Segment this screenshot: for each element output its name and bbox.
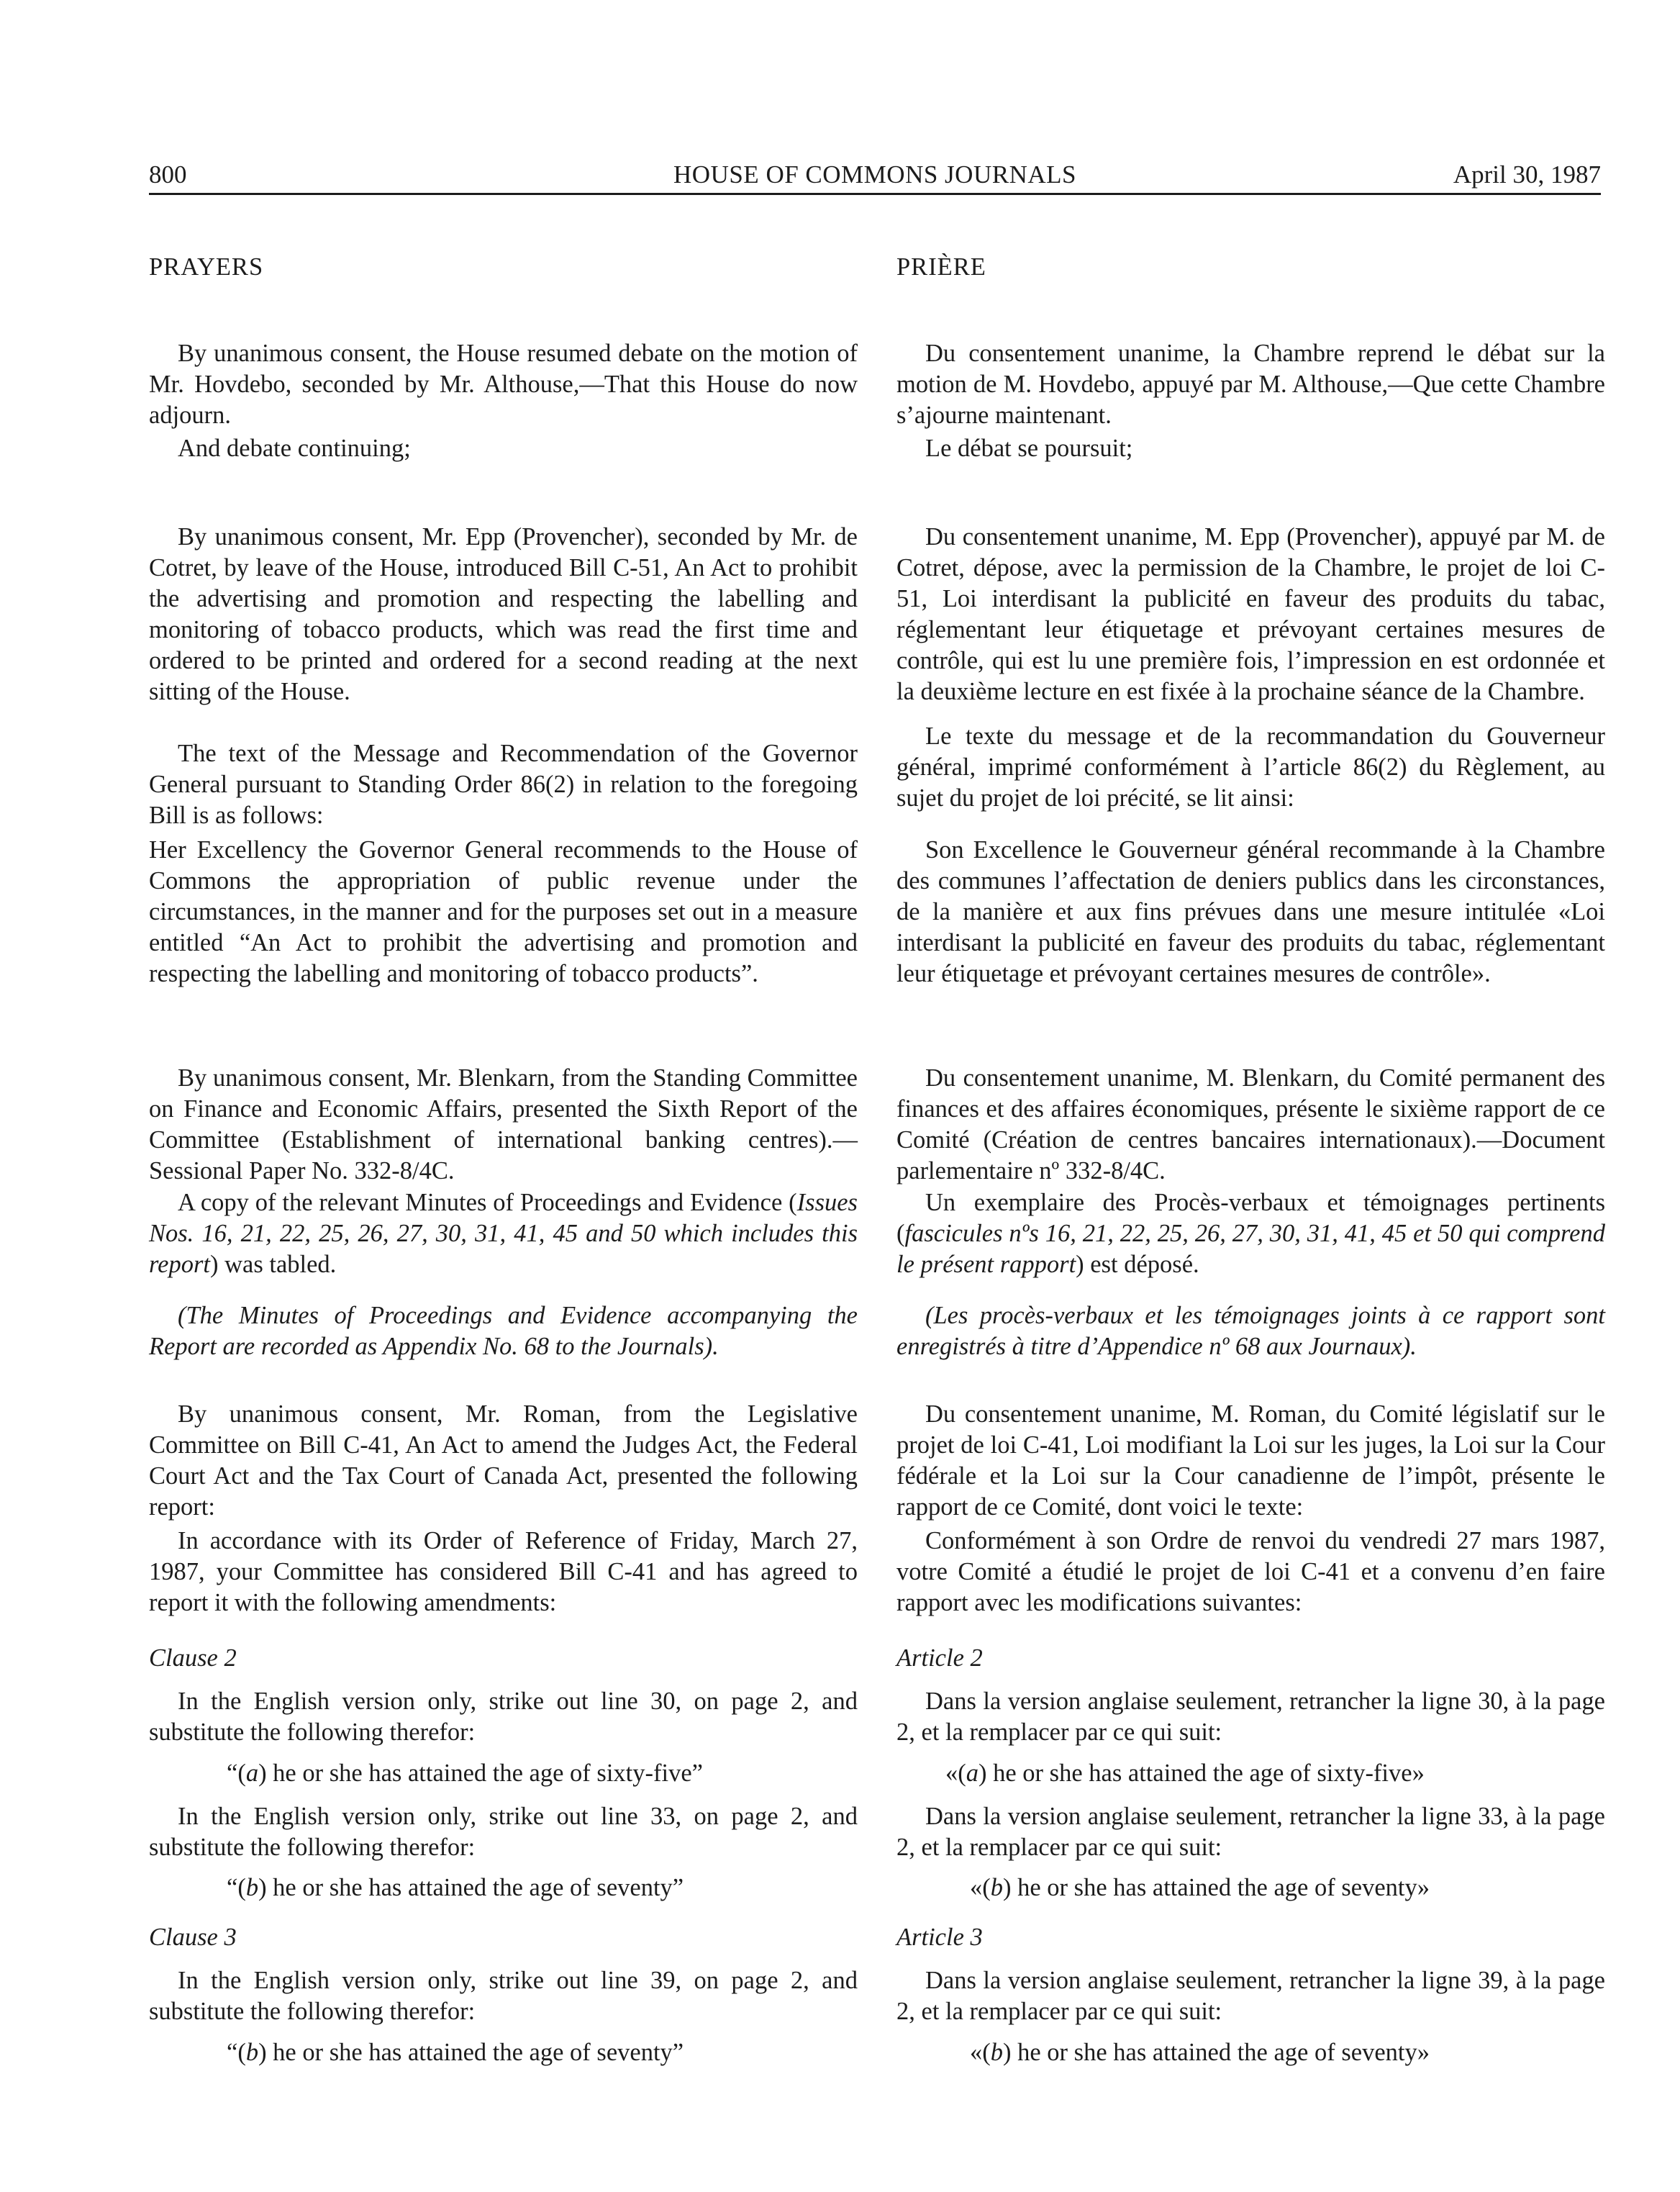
amendment-instruction: Dans la version anglaise seulement, retrancher la ligne 39, à la page 2, et la remplacer par ce qui suit: — [896, 1967, 1605, 2025]
message-intro: The text of the Message and Recommendation of the Governor General pursuant to Standing Order 86(2) in relation to the foregoing Bill is as follows: — [149, 740, 858, 829]
debate-continuing: And debate continuing; — [178, 435, 411, 462]
message-text: Son Excellence le Gouverneur général recommande à la Chambre des communes l’affectation de deniers publics dans les circonstances, de la manière et aux fins prévues dans une mesure intitulée «Loi interdisant la publicité en faveur des produits du tabac, réglementant leur étiquetage et prévoyant certaines mesures de contrôle». — [896, 836, 1605, 987]
page-number: 800 — [149, 160, 187, 189]
clause-heading: Clause 3 — [149, 1924, 237, 1951]
amendment-text: “(b) he or she has attained the age of seventy” — [227, 2039, 684, 2066]
clause-heading: Clause 2 — [149, 1644, 237, 1672]
blenkarn-paragraph: By unanimous consent, Mr. Blenkarn, from the Standing Committee on Finance and Economic Affairs, presented the Sixth Report of the Committee (Establishment of international banking centres).—Sessional Paper No. 332-8/4C. — [149, 1064, 858, 1185]
amendment-text: «(b) he or she has attained the age of seventy» — [970, 1874, 1430, 1901]
section-heading: PRIÈRE — [896, 253, 986, 281]
clause-heading: Article 2 — [896, 1644, 983, 1672]
amendment-instruction: In the English version only, strike out line 39, on page 2, and substitute the following therefor: — [149, 1967, 858, 2025]
amendment-text: “(a) he or she has attained the age of sixty-five” — [227, 1760, 703, 1787]
minutes-paragraph: A copy of the relevant Minutes of Proceedings and Evidence (Issues Nos. 16, 21, 22, 25, 26, 27, 30, 31, 41, 45 and 50 which includes this report) was tabled. — [149, 1189, 858, 1278]
page-header — [149, 157, 1601, 195]
order-reference-paragraph: Conformément à son Ordre de renvoi du vendredi 27 mars 1987, votre Comité a étudié le projet de loi C-41 et a convenu d’en faire rapport avec les modifications suivantes: — [896, 1527, 1605, 1616]
bill-c51-paragraph: Du consentement unanime, M. Epp (Provencher), appuyé par M. de Cotret, dépose, avec la permission de la Chambre, le projet de loi C-51, Loi interdisant la publicité en faveur des produits du tabac, réglementant leur étiquetage et prévoyant certaines mesures de contrôle, qui est lu une première fois, l’impression en est ordonnée et la deuxième lecture en est fixée à la prochaine séance de la Chambre. — [896, 523, 1605, 705]
amendment-text: «(b) he or she has attained the age of seventy» — [970, 2039, 1430, 2066]
amendment-instruction: In the English version only, strike out line 30, on page 2, and substitute the following therefor: — [149, 1688, 858, 1746]
minutes-paragraph: Un exemplaire des Procès-verbaux et témoignages pertinents (fascicules nºs 16, 21, 22, 25, 26, 27, 30, 31, 41, 45 et 50 qui comprend le présent rapport) est déposé. — [896, 1189, 1605, 1278]
clause-heading: Article 3 — [896, 1924, 983, 1951]
amendment-instruction: Dans la version anglaise seulement, retrancher la ligne 33, à la page 2, et la remplacer par ce qui suit: — [896, 1803, 1605, 1861]
appendix-note: (Les procès-verbaux et les témoignages joints à ce rapport sont enregistrés à titre d’Appendice nº 68 aux Journaux). — [896, 1302, 1605, 1360]
amendment-text: “(b) he or she has attained the age of seventy” — [227, 1874, 684, 1901]
debate-continuing: Le débat se poursuit; — [925, 435, 1133, 462]
section-heading: PRAYERS — [149, 253, 264, 281]
order-reference-paragraph: In accordance with its Order of Reference of Friday, March 27, 1987, your Committee has considered Bill C-41 and has agreed to report it with the following amendments: — [149, 1527, 858, 1616]
message-intro: Le texte du message et de la recommandation du Gouverneur général, imprimé conformément à l’article 86(2) du Règlement, au sujet du projet de loi précité, se lit ainsi: — [896, 723, 1605, 812]
journal-title: HOUSE OF COMMONS JOURNALS — [673, 160, 1076, 189]
debate-paragraph: Du consentement unanime, la Chambre reprend le débat sur la motion de M. Hovdebo, appuyé par M. Althouse,—Que cette Chambre s’ajourne maintenant. — [896, 340, 1605, 429]
amendment-instruction: Dans la version anglaise seulement, retrancher la ligne 30, à la page 2, et la remplacer par ce qui suit: — [896, 1688, 1605, 1746]
message-text: Her Excellency the Governor General recommends to the House of Commons the appropriation of public revenue under the circumstances, in the manner and for the purposes set out in a measure entitled “An Act to prohibit the advertising and promotion and respecting the labelling and monitoring of tobacco products”. — [149, 836, 858, 987]
appendix-note: (The Minutes of Proceedings and Evidence accompanying the Report are recorded as Appendix No. 68 to the Journals). — [149, 1302, 858, 1360]
roman-paragraph: By unanimous consent, Mr. Roman, from the Legislative Committee on Bill C-41, An Act to amend the Judges Act, the Federal Court Act and the Tax Court of Canada Act, presented the following report: — [149, 1400, 858, 1521]
blenkarn-paragraph: Du consentement unanime, M. Blenkarn, du Comité permanent des finances et des affaires économiques, présente le sixième rapport de ce Comité (Création de centres bancaires internationaux).—Document parlementaire nº 332-8/4C. — [896, 1064, 1605, 1185]
amendment-text: «(a) he or she has attained the age of sixty-five» — [945, 1760, 1425, 1787]
journal-date: April 30, 1987 — [1453, 160, 1601, 189]
bill-c51-paragraph: By unanimous consent, Mr. Epp (Provencher), seconded by Mr. de Cotret, by leave of the House, introduced Bill C-51, An Act to prohibit the advertising and promotion and respecting the labelling and monitoring of tobacco products, which was read the first time and ordered to be printed and ordered for a second reading at the next sitting of the House. — [149, 523, 858, 705]
amendment-instruction: In the English version only, strike out line 33, on page 2, and substitute the following therefor: — [149, 1803, 858, 1861]
debate-paragraph: By unanimous consent, the House resumed debate on the motion of Mr. Hovdebo, seconded by Mr. Althouse,—That this House do now adjourn. — [149, 340, 858, 429]
roman-paragraph: Du consentement unanime, M. Roman, du Comité législatif sur le projet de loi C-41, Loi modifiant la Loi sur les juges, la Loi sur la Cour fédérale et la Loi sur la Cour canadienne de l’impôt, présente le rapport de ce Comité, dont voici le texte: — [896, 1400, 1605, 1521]
